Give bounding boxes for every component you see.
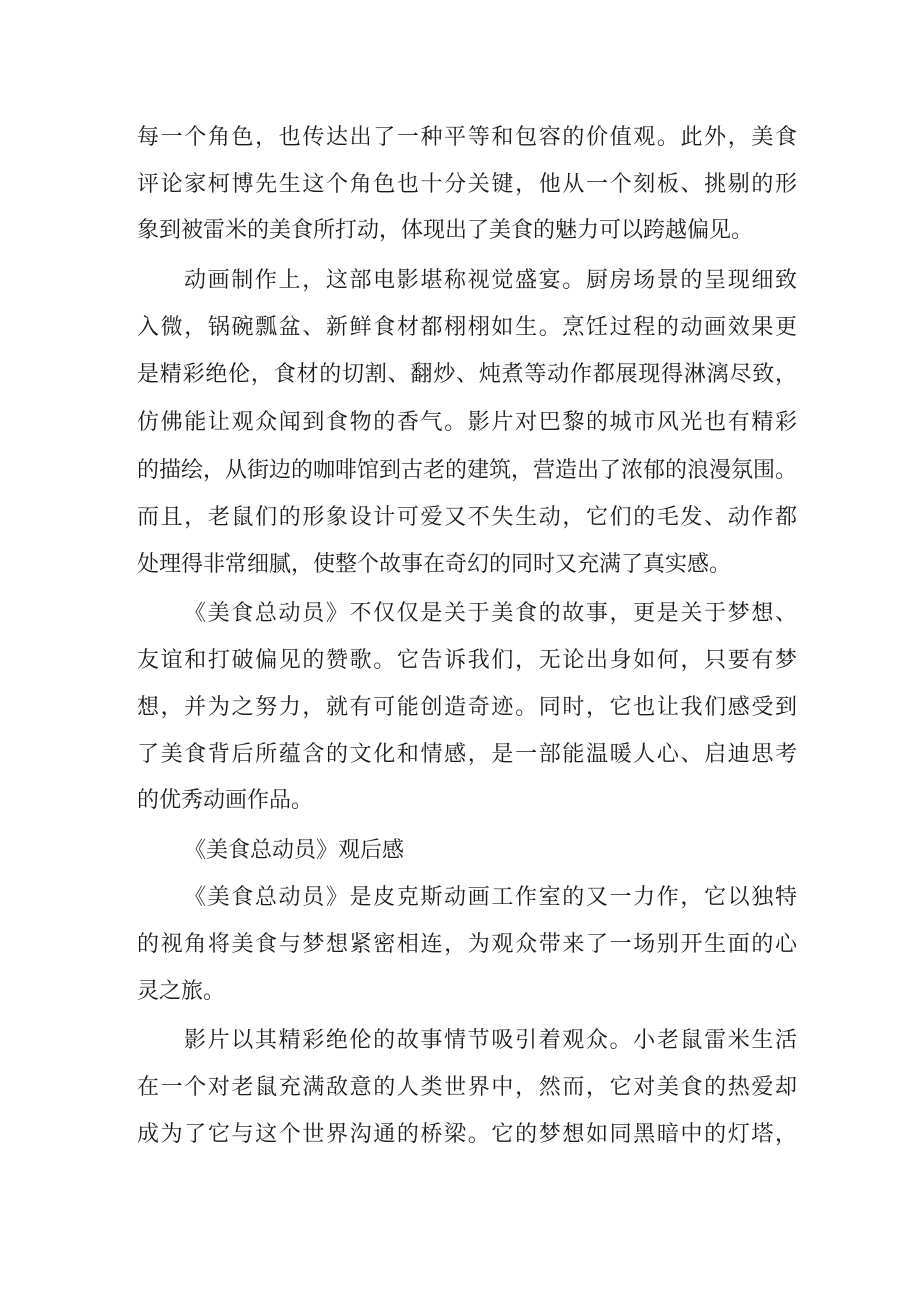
text-line: 成为了它与这个世界沟通的桥梁。它的梦想如同黑暗中的灯塔， (137, 1122, 797, 1147)
section-title: 《美食总动员》观后感 (184, 838, 405, 863)
text-line: 动画制作上，这部电影堪称视觉盛宴。厨房场景的呈现细致 (184, 268, 797, 293)
text-line: 《美食总动员》不仅仅是关于美食的故事，更是关于梦想、 (184, 601, 797, 626)
text-line: 象到被雷米的美食所打动，体现出了美食的魅力可以跨越偏见。 (137, 218, 754, 243)
text-line: 《美食总动员》是皮克斯动画工作室的又一力作，它以独特 (184, 885, 797, 910)
text-line: 了美食背后所蕴含的文化和情感，是一部能温暖人心、启迪思考 (137, 742, 797, 767)
text-line: 评论家柯博先生这个角色也十分关键，他从一个刻板、挑剔的形 (137, 172, 797, 197)
text-line: 每一个角色，也传达出了一种平等和包容的价值观。此外，美食 (137, 125, 797, 150)
text-line: 的视角将美食与梦想紧密相连，为观众带来了一场别开生面的心 (137, 932, 797, 957)
text-line: 想，并为之努力，就有可能创造奇迹。同时，它也让我们感受到 (137, 695, 797, 720)
text-line: 友谊和打破偏见的赞歌。它告诉我们，无论出身如何，只要有梦 (137, 648, 797, 673)
text-line: 是精彩绝伦，食材的切割、翻炒、炖煮等动作都展现得淋漓尽致， (137, 362, 797, 387)
text-line: 在一个对老鼠充满敌意的人类世界中，然而，它对美食的热爱却 (137, 1075, 797, 1100)
text-line: 影片以其精彩绝伦的故事情节吸引着观众。小老鼠雷米生活 (184, 1028, 797, 1053)
text-line: 处理得非常细腻，使整个故事在奇幻的同时又充满了真实感。 (137, 552, 732, 577)
text-line: 而且，老鼠们的形象设计可爱又不失生动，它们的毛发、动作都 (137, 505, 797, 530)
text-line: 的描绘，从街边的咖啡馆到古老的建筑，营造出了浓郁的浪漫氛围。 (137, 458, 798, 483)
text-line: 的优秀动画作品。 (137, 788, 314, 813)
text-line: 灵之旅。 (137, 979, 226, 1004)
text-line: 仿佛能让观众闻到食物的香气。影片对巴黎的城市风光也有精彩 (137, 410, 797, 435)
text-line: 入微，锅碗瓢盆、新鲜食材都栩栩如生。烹饪过程的动画效果更 (137, 315, 797, 340)
